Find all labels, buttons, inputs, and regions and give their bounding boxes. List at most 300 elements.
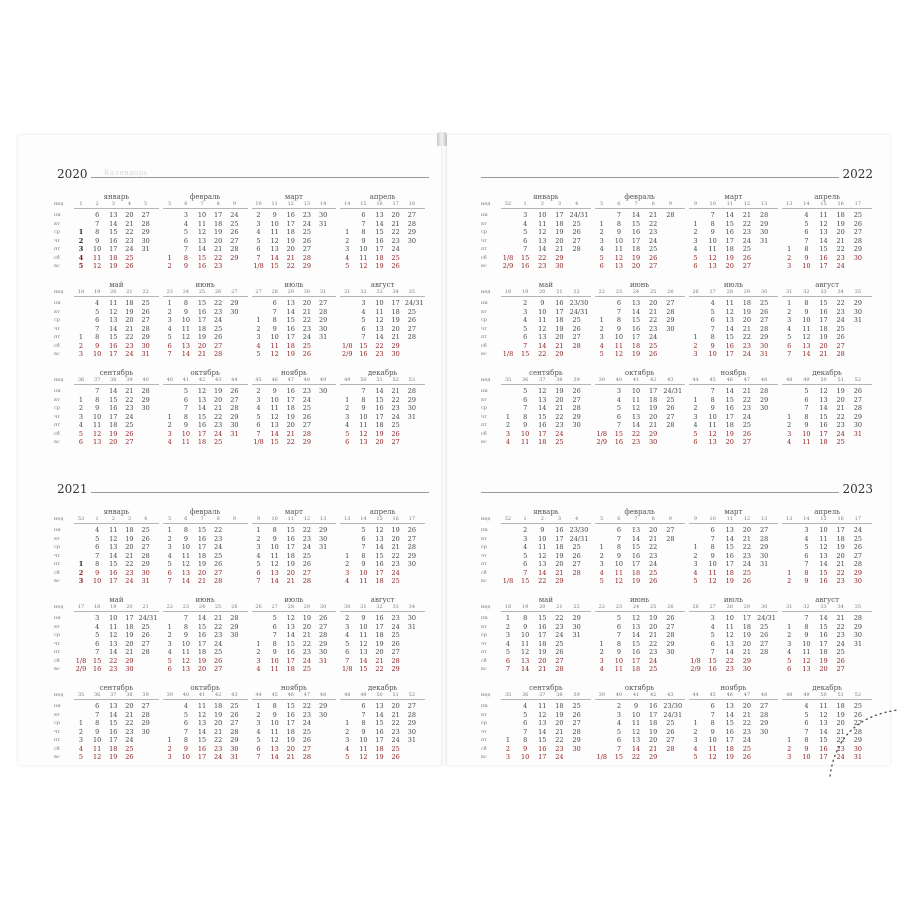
day-cell: 2 <box>523 299 528 307</box>
day-cell: 25 <box>407 307 416 316</box>
day-cell: 17 <box>725 236 734 245</box>
day-cell: 26 <box>302 412 312 421</box>
day-cell: 27 <box>742 262 752 270</box>
day-cell: 20 <box>109 438 118 446</box>
day-cell: 23 <box>125 568 134 577</box>
day-cell: 21 <box>555 568 564 577</box>
day-cell: 14 <box>725 710 734 719</box>
day-cell: 30 <box>318 710 328 719</box>
month-name: февраль <box>189 508 221 516</box>
week-numbers <box>501 377 591 385</box>
weekday-label: чт <box>481 413 488 420</box>
day-cell: 13 <box>708 262 717 270</box>
day-cell: 13 <box>109 543 118 551</box>
day-cell: 8 <box>183 526 188 534</box>
day-cell: 7 <box>804 236 809 245</box>
weekday-label: чт <box>481 237 488 244</box>
weekday-label: вс <box>54 754 60 760</box>
day-cell: 4 <box>505 639 511 648</box>
day-cell: 30 <box>853 744 862 753</box>
day-cell: 8 <box>710 333 715 341</box>
day-cell: 3 <box>693 236 698 245</box>
day-cell: 24/31 <box>663 710 683 719</box>
day-cell: 19 <box>555 324 564 333</box>
day-cell: 11 <box>181 324 191 333</box>
day-cell: 8 <box>523 736 528 744</box>
day-cell: 11 <box>359 577 368 585</box>
week-number: 33 <box>820 289 827 295</box>
day-cell: 21 <box>649 307 658 316</box>
day-cell: 23 <box>649 551 658 560</box>
day-cell: 12 <box>614 253 624 262</box>
week-number: 22 <box>598 604 605 610</box>
day-cell: 31 <box>853 429 862 438</box>
day-cell: 2 <box>693 341 698 350</box>
day-cell: 26 <box>407 316 416 324</box>
weekday-label: ср <box>481 317 488 323</box>
day-cell: 30 <box>318 211 328 219</box>
day-cell: 23 <box>302 648 312 656</box>
day-cell: 12 <box>109 534 118 543</box>
day-cell: 10 <box>708 736 717 744</box>
day-cell: 21 <box>819 350 828 358</box>
week-number: 21 <box>556 289 563 295</box>
day-cell: 8 <box>183 622 188 631</box>
day-cell: 12 <box>708 753 717 761</box>
day-cell: 2 <box>78 236 84 245</box>
day-cell: 30 <box>853 631 862 639</box>
month-name: май <box>109 596 124 604</box>
day-cell: 10 <box>802 753 811 761</box>
day-cell: 28 <box>853 727 862 736</box>
week-number: 41 <box>198 692 206 698</box>
day-cell: 3 <box>616 387 621 395</box>
day-cell: 4 <box>345 421 350 429</box>
day-cell: 15 <box>725 333 734 341</box>
year-label: 2023 <box>839 482 876 496</box>
month-block <box>595 193 685 277</box>
weekday-label: пн <box>481 615 488 621</box>
day-cell: 2 <box>167 262 172 270</box>
day-cell: 8 <box>710 219 715 228</box>
day-cell: 3 <box>787 639 792 648</box>
month-name: март <box>284 508 303 516</box>
month-name: июнь <box>630 281 650 289</box>
week-number: 32 <box>803 604 810 610</box>
day-cell: 29 <box>141 228 150 236</box>
day-cell: 10 <box>270 719 279 727</box>
week-number: 9 <box>668 516 672 522</box>
week-number: 35 <box>408 289 416 295</box>
day-cell: 25 <box>125 421 134 429</box>
month-block <box>782 508 872 592</box>
week-numbers <box>595 692 685 700</box>
day-cell: 25 <box>759 299 769 307</box>
day-cell: 27 <box>302 245 312 253</box>
day-cell: 12 <box>93 429 102 438</box>
day-cell: 12 <box>270 412 279 421</box>
day-cell: 12 <box>521 648 530 656</box>
day-cell: 16 <box>725 228 734 236</box>
day-cell: 24 <box>214 639 223 648</box>
day-cell: 26 <box>391 262 400 270</box>
quarter-row <box>481 596 876 680</box>
day-cell: 2 <box>78 404 84 412</box>
day-cell: 27 <box>125 438 134 446</box>
day-cell: 12 <box>197 387 207 395</box>
month-block <box>340 596 425 680</box>
day-cell: 4 <box>523 316 528 324</box>
day-cell: 11 <box>708 245 717 253</box>
day-cell: 27 <box>141 316 150 324</box>
day-cell: 11 <box>181 438 191 446</box>
day-cell: 22 <box>538 577 547 585</box>
day-cell: 6 <box>523 236 528 245</box>
day-cell: 2 <box>787 744 792 753</box>
day-cell: 23 <box>391 404 400 412</box>
day-cell: 16 <box>197 421 207 429</box>
day-cell: 30 <box>759 341 769 350</box>
day-cell: 11 <box>802 324 811 333</box>
day-cell: 10 <box>359 568 368 577</box>
day-cell: 12 <box>109 307 118 316</box>
week-number: 35 <box>504 377 512 383</box>
day-cell: 24 <box>836 316 845 324</box>
week-number: 13 <box>344 516 351 522</box>
day-cell: 19 <box>725 753 734 761</box>
day-cell: 27 <box>759 316 769 324</box>
day-cell: 25 <box>302 665 312 673</box>
day-cell: 16 <box>819 253 828 262</box>
day-cell: 25 <box>214 551 223 560</box>
week-number: 39 <box>142 692 149 698</box>
day-cell: 3 <box>345 568 350 577</box>
week-number: 47 <box>743 692 751 698</box>
day-cell: 15 <box>375 719 384 727</box>
day-cell: 17 <box>286 219 295 228</box>
day-cell: 13 <box>375 211 384 219</box>
week-number: 18 <box>504 289 512 295</box>
day-cell: 26 <box>836 333 845 341</box>
day-cell: 16 <box>286 648 295 656</box>
day-cell: 18 <box>725 245 734 253</box>
day-cell: 27 <box>302 744 312 753</box>
day-cell: 12 <box>375 316 384 324</box>
day-cell: 26 <box>666 404 675 412</box>
day-cell: 8 <box>361 395 366 404</box>
year-label: 2020 <box>54 167 91 181</box>
week-number: 49 <box>344 377 351 383</box>
week-number: 53 <box>408 377 416 383</box>
week-number: 25 <box>650 289 657 295</box>
day-cell: 22 <box>125 560 134 568</box>
day-cell: 29 <box>141 560 150 568</box>
day-cell: 7 <box>183 614 188 622</box>
weekday-label: вт <box>54 535 60 542</box>
day-cell: 16 <box>286 324 295 333</box>
day-cell: 21 <box>375 656 384 665</box>
weekday-label: вт <box>481 308 487 315</box>
day-cell: 22 <box>214 299 223 307</box>
day-cell: 10 <box>93 350 102 358</box>
day-cell: 23 <box>391 614 400 622</box>
weekday-label: вт <box>54 396 60 403</box>
week-number: 47 <box>287 377 294 383</box>
day-cell: 22 <box>742 219 752 228</box>
month-name: сентябрь <box>529 684 563 692</box>
weekday-label: чт <box>54 640 61 647</box>
weekday-label: ср <box>481 632 488 638</box>
day-cell: 1 <box>599 639 604 648</box>
weekday-label: сб <box>481 342 487 349</box>
day-cell: 15 <box>819 622 828 631</box>
day-cell: 28 <box>853 614 862 622</box>
day-cell: 21 <box>836 614 845 622</box>
day-cell: 20 <box>197 341 207 350</box>
day-cell: 22 <box>125 719 134 727</box>
month-block <box>163 281 248 365</box>
month-block <box>74 684 159 768</box>
day-cell: 30 <box>742 665 752 673</box>
day-cell: 8 <box>616 219 621 228</box>
week-number: 17 <box>77 604 85 610</box>
day-cell: 1 <box>599 219 604 228</box>
week-number: 32 <box>376 604 383 610</box>
week-number: 29 <box>743 289 751 295</box>
month-block <box>163 508 248 592</box>
day-cell: 24 <box>125 350 134 358</box>
day-cell: 29 <box>853 736 862 744</box>
day-cell: 6 <box>272 622 277 631</box>
day-cell: 27 <box>759 526 769 534</box>
day-cell: 30 <box>141 236 150 245</box>
day-cell: 13 <box>109 211 118 219</box>
day-cell: 24/31 <box>569 307 589 316</box>
week-number: 8 <box>216 201 220 207</box>
day-cell: 12 <box>819 543 828 551</box>
week-number: 37 <box>539 377 546 383</box>
day-cell: 26 <box>230 387 239 395</box>
day-cell: 31 <box>407 622 416 631</box>
day-cell: 16 <box>725 551 734 560</box>
week-numbers <box>74 201 159 209</box>
day-cell: 6 <box>710 526 715 534</box>
day-cell: 8 <box>616 543 621 551</box>
week-number: 52 <box>854 692 862 698</box>
day-cell: 23 <box>214 307 223 316</box>
day-cell: 21 <box>742 387 752 395</box>
week-number: 3 <box>557 201 562 207</box>
day-cell: 21 <box>214 404 223 412</box>
day-cell: 22 <box>649 219 658 228</box>
day-cell: 26 <box>302 350 312 358</box>
day-cell: 10 <box>359 245 368 253</box>
day-cell: 1/8 <box>342 665 353 673</box>
week-number: 24 <box>198 604 206 610</box>
day-cell: 7 <box>523 568 528 577</box>
day-cell: 17 <box>197 316 207 324</box>
day-cell: 3 <box>599 333 604 341</box>
week-number: 17 <box>408 516 416 522</box>
day-cell: 22 <box>555 736 564 744</box>
week-number: 33 <box>392 604 399 610</box>
week-number: 44 <box>255 692 262 698</box>
day-cell: 15 <box>521 253 530 262</box>
day-cell: 6 <box>523 333 528 341</box>
day-cell: 18 <box>555 316 564 324</box>
day-cell: 30 <box>759 551 769 560</box>
day-cell: 7 <box>710 387 715 395</box>
day-cell: 2 <box>345 727 350 736</box>
day-cell: 1 <box>787 622 792 631</box>
day-cell: 5 <box>183 710 188 719</box>
day-cell: 23 <box>742 228 752 236</box>
month-block <box>689 369 779 453</box>
day-cell: 4 <box>787 648 792 656</box>
day-cell: 5 <box>616 727 621 736</box>
day-cell: 18 <box>214 219 223 228</box>
day-cell: 17 <box>286 543 295 551</box>
day-cell: 28 <box>141 551 150 560</box>
day-cell: 5 <box>693 577 698 585</box>
day-cell: 5 <box>95 534 100 543</box>
day-cell: 26 <box>141 631 150 639</box>
day-cell: 16 <box>725 404 734 412</box>
day-cell: 18 <box>109 253 118 262</box>
day-cell: 12 <box>538 387 547 395</box>
day-cell: 13 <box>181 665 191 673</box>
day-cell: 24 <box>742 236 752 245</box>
day-cell: 28 <box>759 324 769 333</box>
quarter-row <box>54 369 429 453</box>
month-name: апрель <box>369 508 396 516</box>
month-block <box>252 596 337 680</box>
week-number: 52 <box>504 201 512 207</box>
day-cell: 6 <box>710 316 715 324</box>
day-cell: 19 <box>836 387 845 395</box>
month-name: сентябрь <box>99 684 134 692</box>
week-number: 11 <box>287 516 294 522</box>
day-cell: 19 <box>197 333 207 341</box>
day-cell: 14 <box>197 404 207 412</box>
week-number: 10 <box>709 516 716 522</box>
day-cell: 8 <box>616 639 621 648</box>
day-cell: 29 <box>853 568 862 577</box>
week-number: 27 <box>231 289 238 295</box>
day-cell: 11 <box>631 719 641 727</box>
day-cell: 10 <box>614 560 624 568</box>
day-cell: 17 <box>214 211 223 219</box>
day-cell: 5 <box>167 560 172 568</box>
week-number: 39 <box>166 692 173 698</box>
day-cell: 18 <box>125 299 134 307</box>
week-number: 23 <box>182 604 190 610</box>
week-number: 35 <box>77 692 85 698</box>
day-cell: 15 <box>538 736 547 744</box>
day-cell: 15 <box>631 219 641 228</box>
day-cell: 21 <box>125 219 134 228</box>
day-cell: 6 <box>804 228 809 236</box>
day-cell: 17 <box>631 656 641 665</box>
week-number: 48 <box>760 692 768 698</box>
day-cell: 20 <box>125 316 134 324</box>
week-numbers <box>689 377 779 385</box>
weekday-label: вс <box>481 263 487 269</box>
day-cell: 15 <box>538 412 547 421</box>
week-numbers <box>595 289 685 297</box>
week-number: 35 <box>504 692 512 698</box>
day-cell: 11 <box>614 245 624 253</box>
day-cell: 25 <box>555 639 564 648</box>
day-cell: 18 <box>197 324 207 333</box>
day-cell: 7 <box>256 577 261 585</box>
day-cell: 2 <box>345 236 350 245</box>
weekday-label: вт <box>481 396 487 403</box>
day-cell: 28 <box>141 710 150 719</box>
day-cell: 12 <box>359 429 368 438</box>
day-cell: 5 <box>78 262 84 270</box>
quarter-row <box>54 596 429 680</box>
week-label: нед <box>54 289 64 295</box>
day-cell: 22 <box>302 702 312 710</box>
day-cell: 24/31 <box>663 387 683 395</box>
day-cell: 26 <box>391 429 400 438</box>
week-number: 50 <box>820 377 827 383</box>
day-cell: 18 <box>375 744 384 753</box>
day-cell: 23 <box>742 341 752 350</box>
day-cell: 25 <box>214 324 223 333</box>
day-cell: 10 <box>270 543 279 551</box>
week-number: 13 <box>303 201 311 207</box>
day-cell: 25 <box>649 568 658 577</box>
day-cell: 28 <box>302 577 312 585</box>
month-name: сентябрь <box>529 369 563 377</box>
day-cell: 19 <box>631 577 641 585</box>
day-cell: 22 <box>302 526 312 534</box>
day-cell: 19 <box>286 236 295 245</box>
week-number: 48 <box>786 692 793 698</box>
day-cell: 15 <box>109 333 118 341</box>
week-number: 10 <box>255 201 262 207</box>
day-cell: 10 <box>614 236 624 245</box>
month-block <box>595 508 685 592</box>
day-cell: 7 <box>95 387 100 395</box>
day-cell: 21 <box>649 211 658 219</box>
day-cell: 1 <box>693 219 698 228</box>
day-cell: 11 <box>109 299 118 307</box>
day-cell: 5 <box>523 710 528 719</box>
day-cell: 15 <box>109 395 118 404</box>
week-numbers <box>782 692 872 700</box>
day-cell: 12 <box>93 753 102 761</box>
day-cell: 27 <box>742 438 752 446</box>
day-cell: 3 <box>787 262 792 270</box>
day-cell: 18 <box>725 421 734 429</box>
month-block <box>74 193 159 277</box>
day-cell: 18 <box>197 551 207 560</box>
day-cell: 19 <box>725 429 734 438</box>
day-cell: 26 <box>125 753 134 761</box>
weekday-label: сб <box>54 342 60 349</box>
day-cell: 13 <box>725 316 734 324</box>
day-cell: 10 <box>375 299 384 307</box>
day-cell: 29 <box>853 412 862 421</box>
day-cell: 2/9 <box>342 350 353 358</box>
day-cell: 1 <box>599 316 604 324</box>
week-numbers <box>595 516 685 524</box>
day-cell: 10 <box>359 622 368 631</box>
week-numbers <box>501 201 591 209</box>
